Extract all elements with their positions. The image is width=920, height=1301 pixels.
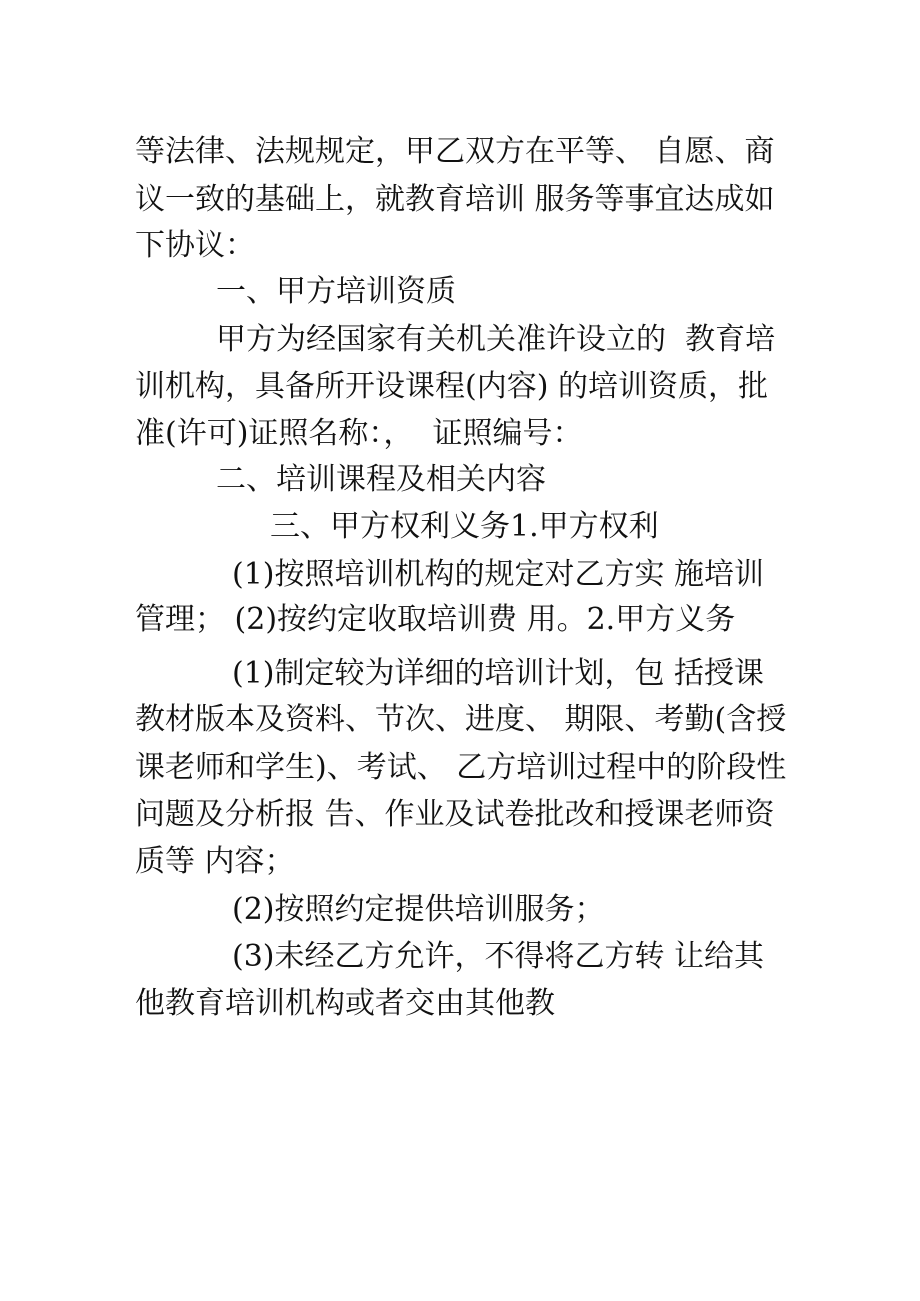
section-heading: 三、甲方权利义务1.甲方权利	[270, 509, 659, 544]
text-line: (3)未经乙方允许，不得将乙方转 让给其	[232, 939, 765, 974]
text-line: 管理； (2)按约定收取培训费 用。2.甲方义务	[135, 602, 736, 637]
text-line: (2)按照约定提供培训服务；	[232, 892, 605, 927]
text-line: 准(许可)证照名称：， 证照编号：	[135, 416, 583, 451]
text-line: 下协议：	[135, 228, 255, 263]
text-line: 问题及分析报 告、作业及试卷批改和授课老师资	[135, 797, 775, 832]
text-line: 议一致的基础上，就教育培训 服务等事宜达成如	[135, 182, 775, 217]
section-heading: 二、培训课程及相关内容	[216, 462, 546, 497]
text-line: (1)制定较为详细的培训计划，包 括授课	[232, 656, 765, 691]
text-line: 甲方为经国家有关机关准许设立的 教育培	[216, 322, 776, 357]
text-line: 课老师和学生)、考试、 乙方培训过程中的阶段性	[135, 750, 787, 785]
section-heading: 一、甲方培训资质	[216, 274, 456, 309]
text-line: (1)按照培训机构的规定对乙方实 施培训	[232, 557, 765, 592]
text-line: 训机构，具备所开设课程(内容) 的培训资质，批	[135, 369, 768, 404]
text-line: 他教育培训机构或者交由其他教	[135, 986, 555, 1021]
text-line: 质等 内容；	[135, 844, 295, 879]
text-line: 等法律、法规规定，甲乙双方在平等、 自愿、商	[135, 134, 775, 169]
text-line: 教材版本及资料、节次、进度、 期限、考勤(含授	[135, 702, 787, 737]
